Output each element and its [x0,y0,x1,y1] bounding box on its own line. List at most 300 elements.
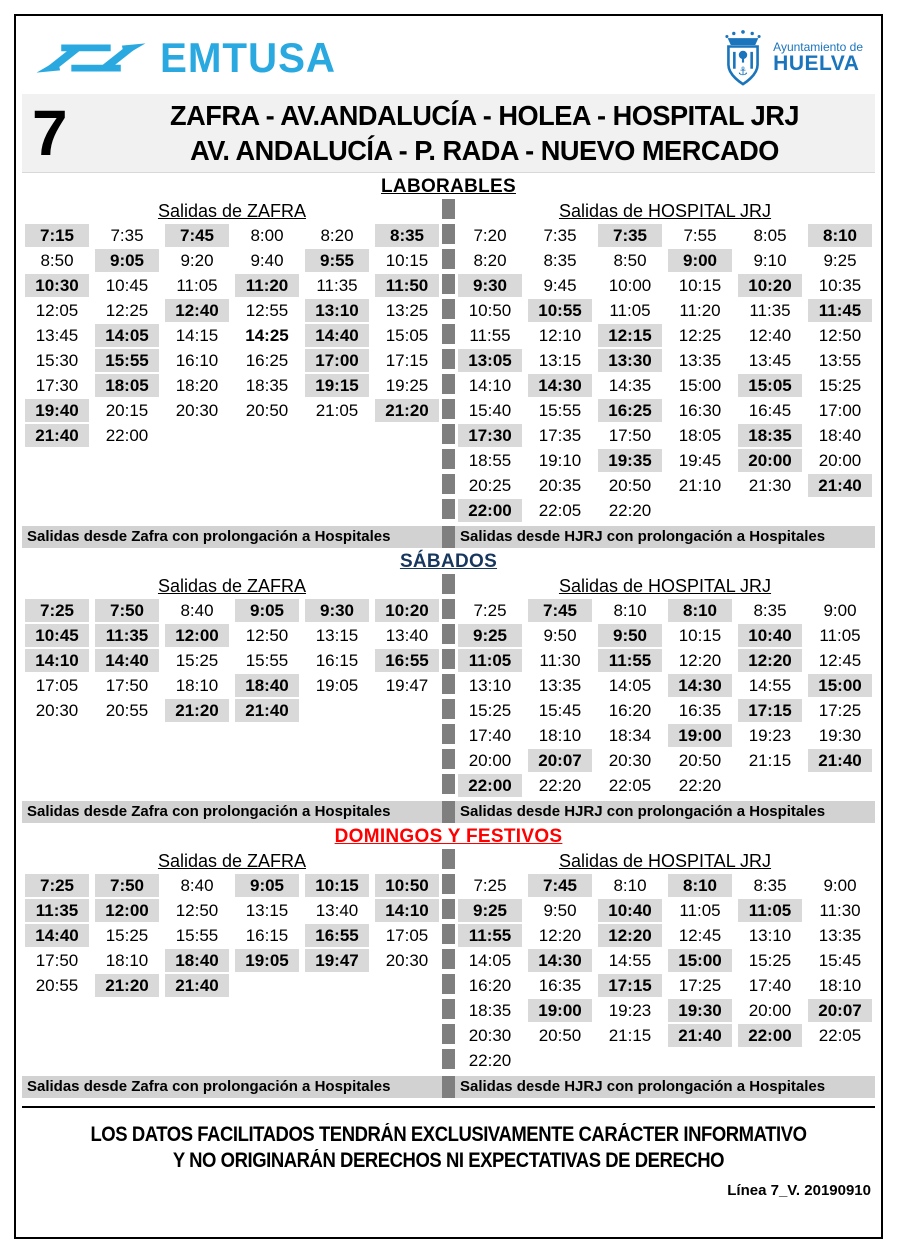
time-cell: 10:20 [738,274,802,297]
time-cell: 9:05 [235,599,299,622]
time-cell: 16:20 [468,975,512,995]
empty-cell [235,974,299,997]
time-cell: 14:40 [95,649,159,672]
time-cell: 9:45 [543,275,577,295]
time-cell: 7:45 [165,224,229,247]
empty-cell [528,1049,592,1072]
time-cell: 19:10 [538,450,582,470]
time-cell: 9:20 [180,250,214,270]
time-cell: 20:07 [528,749,592,772]
time-cell: 9:50 [543,625,577,645]
time-cell: 13:35 [678,350,722,370]
footer-divider [442,1076,455,1098]
time-cell: 10:20 [375,599,439,622]
time-cell: 11:35 [749,300,791,320]
route-band [22,94,875,173]
time-cell: 15:00 [808,674,872,697]
time-cell: 15:00 [668,949,732,972]
time-cell: 15:25 [818,375,862,395]
time-cell: 17:25 [818,700,862,720]
time-cell: 10:50 [375,874,439,897]
departures-zafra [22,849,442,1073]
empty-cell [668,499,732,522]
time-cell: 10:50 [468,300,512,320]
time-cell: 8:50 [613,250,647,270]
time-cell: 10:45 [25,624,89,647]
time-cell: 8:20 [320,225,354,245]
time-cell: 10:40 [598,899,662,922]
time-cell: 7:35 [598,224,662,247]
time-cell: 10:00 [608,275,652,295]
section-sabados [22,551,875,823]
huelva-crest-icon [720,27,766,89]
time-cell: 9:30 [305,599,369,622]
time-cell: 21:40 [25,424,89,447]
time-cell: 19:47 [385,675,429,695]
empty-cell [305,974,369,997]
time-cell: 15:00 [678,375,722,395]
time-cell: 11:45 [808,299,872,322]
time-cell: 15:05 [385,325,429,345]
time-cell: 13:10 [468,675,512,695]
time-cell: 17:50 [105,675,149,695]
time-cell: 11:30 [819,900,861,920]
time-cell: 15:55 [538,400,582,420]
time-cell: 22:00 [105,425,149,445]
time-cell: 20:30 [35,700,79,720]
time-cell: 15:45 [818,950,862,970]
time-cell: 19:15 [305,374,369,397]
time-cell: 15:25 [175,650,219,670]
time-cell: 21:40 [165,974,229,997]
time-cell: 20:07 [808,999,872,1022]
time-cell: 13:05 [458,349,522,372]
time-cell: 14:05 [95,324,159,347]
empty-cell [235,424,299,447]
time-cell: 9:05 [95,249,159,272]
time-cell: 20:15 [105,400,149,420]
time-grid [455,223,875,523]
empty-cell [738,774,802,797]
time-cell: 10:40 [738,624,802,647]
empty-cell [808,499,872,522]
time-cell: 16:45 [748,400,792,420]
time-cell: 12:20 [678,650,722,670]
time-cell: 21:05 [315,400,359,420]
time-cell: 22:00 [738,1024,802,1047]
time-cell: 7:55 [683,225,717,245]
disclaimer-line-1: LOS DATOS FACILITADOS TENDRÁN EXCLUSIVAMENTE CARÁCTER INFORMATIVO [90,1123,807,1146]
time-cell: 9:05 [235,874,299,897]
time-cell: 16:25 [245,350,289,370]
time-cell: 9:00 [823,600,857,620]
time-cell: 7:35 [110,225,144,245]
empty-cell [808,1049,872,1072]
timetable-sections [22,173,875,1098]
council-line2: HUELVA [773,52,860,76]
time-cell: 20:55 [35,975,79,995]
time-cell: 20:50 [608,475,652,495]
time-cell: 11:05 [458,649,522,672]
time-cell: 10:35 [818,275,862,295]
time-cell: 11:35 [95,624,159,647]
column-title: Salidas de HOSPITAL JRJ [558,576,772,596]
time-cell: 7:35 [543,225,577,245]
time-cell: 17:05 [35,675,79,695]
council-line1: Ayuntamiento de [773,39,863,54]
time-cell: 13:25 [385,300,429,320]
time-cell: 17:40 [468,725,512,745]
time-cell: 19:00 [668,724,732,747]
time-cell: 18:55 [468,450,512,470]
time-cell: 9:55 [305,249,369,272]
time-cell: 21:20 [95,974,159,997]
time-cell: 13:40 [315,900,359,920]
time-cell: 19:23 [748,725,792,745]
time-cell: 21:20 [375,399,439,422]
time-cell: 8:10 [668,874,732,897]
time-cell: 7:15 [25,224,89,247]
time-cell: 9:25 [458,624,522,647]
section-footers [22,1076,875,1098]
empty-cell [165,424,229,447]
time-cell: 13:35 [538,675,582,695]
time-cell: 18:20 [175,375,219,395]
time-cell: 15:30 [35,350,79,370]
time-cell: 18:34 [608,725,652,745]
time-cell: 13:15 [315,625,359,645]
disclaimer-block [22,1106,875,1233]
time-cell: 18:10 [175,675,219,695]
time-cell: 8:50 [40,250,74,270]
time-cell: 12:20 [538,925,582,945]
time-cell: 21:40 [668,1024,732,1047]
time-cell: 8:20 [473,250,507,270]
time-cell: 22:20 [538,775,582,795]
time-cell: 14:40 [25,924,89,947]
time-cell: 17:50 [35,950,79,970]
time-cell: 18:35 [245,375,289,395]
time-cell: 20:30 [468,1025,512,1045]
time-cell: 16:15 [315,650,359,670]
time-cell: 8:10 [668,599,732,622]
section-domingos [22,826,875,1098]
time-cell: 9:30 [458,274,522,297]
time-cell: 17:35 [538,425,582,445]
time-cell: 20:30 [385,950,429,970]
time-cell: 17:40 [748,975,792,995]
time-cell: 16:30 [678,400,722,420]
time-cell: 12:40 [748,325,792,345]
time-cell: 22:05 [538,500,582,520]
time-cell: 16:25 [598,399,662,422]
time-cell: 8:35 [375,224,439,247]
time-cell: 7:25 [473,875,507,895]
page-frame [14,14,883,1239]
column-title: Salidas de ZAFRA [157,576,307,596]
time-grid [22,223,442,448]
time-grid [22,873,442,998]
time-cell: 18:40 [165,949,229,972]
time-cell: 20:35 [538,475,582,495]
column-title: Salidas de ZAFRA [157,201,307,221]
note-zafra-prolongacion: Salidas desde Zafra con prolongación a Hospitales [22,801,442,823]
version-label: Línea 7_V. 20190910 [727,1182,871,1199]
time-cell: 10:55 [528,299,592,322]
time-cell: 17:30 [35,375,79,395]
time-cell: 18:35 [738,424,802,447]
section-title-domingos: DOMINGOS Y FESTIVOS [334,826,563,847]
time-cell: 11:55 [469,325,511,345]
route-titles [104,98,865,168]
time-cell: 9:40 [250,250,284,270]
note-hjrj-prolongacion: Salidas desde HJRJ con prolongación a Hospitales [455,801,875,823]
time-cell: 15:25 [748,950,792,970]
time-cell: 17:25 [678,975,722,995]
emtusa-arrows-icon [32,30,150,86]
time-cell: 12:15 [598,324,662,347]
time-cell: 11:05 [176,275,218,295]
council-text [773,41,863,76]
footer-divider [442,801,455,823]
time-cell: 9:50 [598,624,662,647]
empty-cell [375,424,439,447]
time-cell: 17:50 [608,425,652,445]
footer-divider [442,526,455,548]
time-cell: 8:40 [180,875,214,895]
column-divider [442,574,455,798]
time-cell: 18:10 [105,950,149,970]
time-grid [22,598,442,723]
time-cell: 15:55 [175,925,219,945]
time-cell: 19:47 [305,949,369,972]
time-cell: 11:20 [235,274,299,297]
time-cell: 9:00 [668,249,732,272]
time-cell: 14:55 [748,675,792,695]
time-cell: 12:00 [95,899,159,922]
time-cell: 12:40 [165,299,229,322]
header [22,22,875,94]
time-cell: 13:40 [385,625,429,645]
time-cell: 21:30 [748,475,792,495]
time-cell: 8:10 [808,224,872,247]
time-cell: 14:05 [468,950,512,970]
empty-cell [598,1049,662,1072]
time-cell: 17:00 [818,400,862,420]
time-cell: 8:35 [543,250,577,270]
time-cell: 15:45 [538,700,582,720]
time-cell: 19:35 [598,449,662,472]
column-title: Salidas de HOSPITAL JRJ [558,201,772,221]
disclaimer-line-2: Y NO ORIGINARÁN DERECHOS NI EXPECTATIVAS DE DERECHO [172,1149,725,1172]
time-cell: 7:25 [25,874,89,897]
time-cell: 12:20 [738,649,802,672]
time-cell: 12:50 [245,625,289,645]
time-cell: 7:25 [25,599,89,622]
time-cell: 8:40 [180,600,214,620]
time-cell: 19:30 [668,999,732,1022]
empty-cell [738,1049,802,1072]
time-cell: 17:15 [598,974,662,997]
time-cell: 18:05 [678,425,722,445]
time-cell: 20:00 [748,1000,792,1020]
time-cell: 11:35 [316,275,358,295]
empty-cell [375,974,439,997]
time-cell: 20:30 [175,400,219,420]
time-cell: 12:20 [598,924,662,947]
time-cell: 20:55 [105,700,149,720]
time-cell: 15:25 [105,925,149,945]
empty-cell [305,424,369,447]
time-cell: 13:15 [245,900,289,920]
time-cell: 14:35 [608,375,652,395]
time-cell: 13:35 [818,925,862,945]
time-cell: 11:55 [598,649,662,672]
time-cell: 20:50 [678,750,722,770]
time-cell: 16:55 [305,924,369,947]
time-cell: 15:25 [468,700,512,720]
time-cell: 18:05 [95,374,159,397]
time-cell: 12:10 [538,325,582,345]
route-line-2: AV. ANDALUCÍA - P. RADA - NUEVO MERCADO [190,135,779,166]
time-cell: 9:00 [823,875,857,895]
time-cell: 19:45 [678,450,722,470]
time-cell: 19:05 [235,949,299,972]
time-cell: 14:15 [175,325,219,345]
time-cell: 14:30 [668,674,732,697]
time-cell: 10:45 [105,275,149,295]
time-cell: 22:20 [608,500,652,520]
time-cell: 7:45 [528,874,592,897]
time-cell: 18:40 [235,674,299,697]
time-cell: 11:05 [819,625,861,645]
time-cell: 19:30 [818,725,862,745]
time-cell: 21:20 [165,699,229,722]
time-cell: 14:25 [245,325,289,345]
time-cell: 17:15 [385,350,429,370]
route-line-1: ZAFRA - AV.ANDALUCÍA - HOLEA - HOSPITAL JRJ [170,100,799,131]
time-cell: 17:15 [738,699,802,722]
time-cell: 17:00 [305,349,369,372]
line-number: 7 [32,96,68,169]
time-cell: 11:05 [738,899,802,922]
time-cell: 12:50 [175,900,219,920]
departures-zafra [22,199,442,523]
time-cell: 22:20 [468,1050,512,1070]
time-cell: 20:30 [608,750,652,770]
time-cell: 22:20 [678,775,722,795]
time-cell: 8:10 [613,600,647,620]
note-hjrj-prolongacion: Salidas desde HJRJ con prolongación a Hospitales [455,1076,875,1098]
time-cell: 20:00 [738,449,802,472]
time-cell: 21:40 [808,749,872,772]
time-cell: 22:05 [608,775,652,795]
section-title-sabados: SÁBADOS [399,551,498,572]
empty-cell [668,1049,732,1072]
time-cell: 7:20 [473,225,507,245]
time-cell: 14:30 [528,949,592,972]
emtusa-brand [32,30,343,86]
section-title-laborables: LABORABLES [381,176,516,197]
note-zafra-prolongacion: Salidas desde Zafra con prolongación a Hospitales [22,526,442,548]
time-cell: 21:10 [678,475,722,495]
time-grid [455,873,875,1073]
time-cell: 15:55 [95,349,159,372]
time-cell: 11:50 [375,274,439,297]
time-cell: 13:45 [748,350,792,370]
time-cell: 12:50 [818,325,862,345]
time-cell: 9:25 [823,250,857,270]
time-cell: 13:15 [538,350,582,370]
time-cell: 19:40 [25,399,89,422]
empty-cell [808,774,872,797]
time-cell: 16:55 [375,649,439,672]
svg-text:⚓: ⚓ [738,65,749,78]
time-cell: 14:55 [608,950,652,970]
time-cell: 8:35 [753,875,787,895]
time-cell: 15:05 [738,374,802,397]
time-cell: 17:05 [385,925,429,945]
section-laborables [22,176,875,548]
time-cell: 13:45 [35,325,79,345]
time-cell: 14:10 [468,375,512,395]
time-cell: 18:35 [468,1000,512,1020]
emtusa-wordmark: EMTUSA [160,34,337,81]
time-cell: 7:45 [528,599,592,622]
time-cell: 22:00 [458,499,522,522]
time-cell: 12:25 [678,325,722,345]
note-hjrj-prolongacion: Salidas desde HJRJ con prolongación a Hospitales [455,526,875,548]
time-cell: 7:50 [95,874,159,897]
section-tables [22,574,875,798]
departures-zafra [22,574,442,798]
time-cell: 18:40 [818,425,862,445]
time-cell: 21:40 [808,474,872,497]
time-cell: 11:05 [609,300,651,320]
time-cell: 12:05 [35,300,79,320]
time-cell: 16:20 [608,700,652,720]
time-cell: 14:30 [528,374,592,397]
time-cell: 13:10 [748,925,792,945]
time-cell: 11:20 [679,300,721,320]
time-cell: 13:30 [598,349,662,372]
time-cell: 11:55 [458,924,522,947]
time-cell: 16:10 [175,350,219,370]
time-cell: 9:10 [753,250,787,270]
time-cell: 21:40 [235,699,299,722]
time-cell: 21:15 [608,1025,652,1045]
time-cell: 20:50 [245,400,289,420]
time-cell: 16:35 [678,700,722,720]
time-cell: 20:00 [818,450,862,470]
time-cell: 10:15 [678,625,722,645]
time-cell: 11:35 [25,899,89,922]
time-cell: 14:40 [305,324,369,347]
time-cell: 20:25 [468,475,512,495]
time-cell: 17:30 [458,424,522,447]
time-cell: 15:55 [245,650,289,670]
empty-cell [305,699,369,722]
time-cell: 20:00 [468,750,512,770]
time-cell: 22:05 [818,1025,862,1045]
time-cell: 12:25 [105,300,149,320]
note-zafra-prolongacion: Salidas desde Zafra con prolongación a Hospitales [22,1076,442,1098]
empty-cell [375,699,439,722]
time-cell: 12:45 [818,650,862,670]
section-footers [22,526,875,548]
time-cell: 12:55 [245,300,289,320]
time-cell: 14:10 [25,649,89,672]
